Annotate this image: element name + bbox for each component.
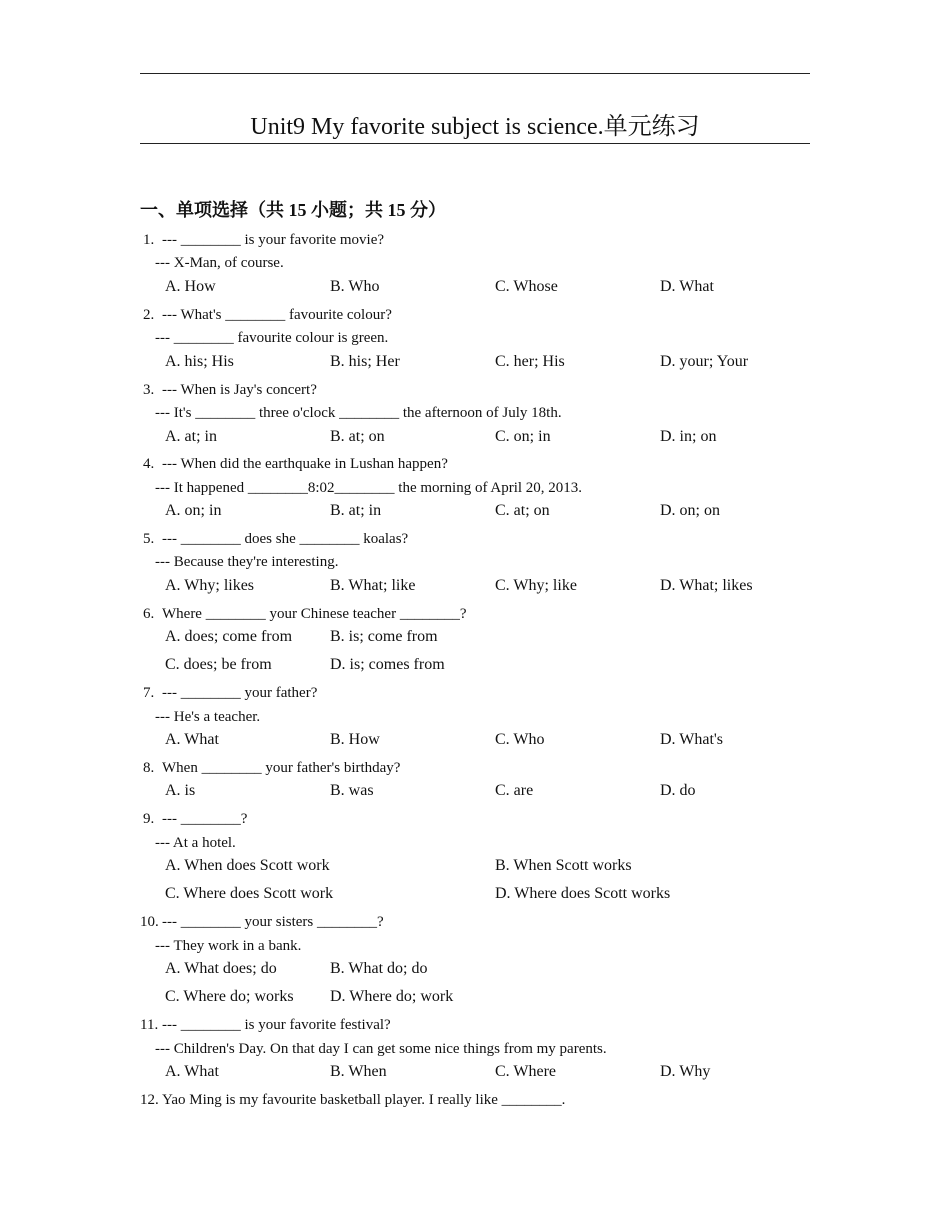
question-line: --- They work in a bank.: [155, 938, 302, 954]
question-number: 12.: [140, 1092, 159, 1108]
option-c[interactable]: C. Where: [495, 1063, 557, 1080]
option-b[interactable]: B. was: [330, 782, 374, 799]
option-b[interactable]: B. What; like: [330, 577, 416, 594]
question-line: --- ________ is your favorite festival?: [162, 1017, 391, 1033]
question-number: 2.: [143, 307, 155, 323]
question-line: --- ________ your sisters ________?: [162, 914, 384, 930]
option-b[interactable]: B. his; Her: [330, 353, 400, 370]
option-c[interactable]: C. Who: [495, 731, 545, 748]
option-b[interactable]: B. Who: [330, 278, 380, 295]
option-d[interactable]: D. What: [660, 278, 714, 295]
question-line: --- Children's Day. On that day I can get some nice things from my parents.: [155, 1041, 607, 1057]
question-number: 1.: [143, 232, 155, 248]
question-line: Yao Ming is my favourite basketball player. I really like ________.: [162, 1092, 566, 1108]
option-a[interactable]: A. is: [165, 782, 196, 799]
option-c[interactable]: C. Why; like: [495, 577, 577, 594]
option-b[interactable]: B. at; in: [330, 502, 382, 519]
question-line: Where ________ your Chinese teacher ________?: [162, 606, 467, 622]
question-line: --- At a hotel.: [155, 835, 236, 851]
question-number: 7.: [143, 685, 155, 701]
question-line: --- When is Jay's concert?: [162, 382, 317, 398]
option-c[interactable]: C. on; in: [495, 428, 551, 445]
option-a[interactable]: A. How: [165, 278, 216, 295]
question-line: --- It's ________ three o'clock ________ the afternoon of July 18th.: [155, 405, 562, 421]
option-b[interactable]: B. What do; do: [330, 960, 428, 977]
option-c[interactable]: C. her; His: [495, 353, 565, 370]
question-number: 6.: [143, 606, 155, 622]
option-c[interactable]: C. Where does Scott work: [165, 885, 334, 902]
question-number: 5.: [143, 531, 155, 547]
question-line: When ________ your father's birthday?: [162, 760, 401, 776]
option-d[interactable]: D. your; Your: [660, 353, 749, 370]
option-c[interactable]: C. does; be from: [165, 656, 272, 673]
option-d[interactable]: D. on; on: [660, 502, 720, 519]
option-d[interactable]: D. Where does Scott works: [495, 885, 671, 902]
question-line: --- ________ is your favorite movie?: [162, 232, 385, 248]
header-rule: [140, 73, 810, 74]
question-line: --- X-Man, of course.: [155, 255, 284, 271]
question-line: --- He's a teacher.: [155, 709, 261, 725]
option-a[interactable]: A. at; in: [165, 428, 217, 445]
option-b[interactable]: B. When Scott works: [495, 857, 632, 874]
option-d[interactable]: D. Where do; work: [330, 988, 454, 1005]
question-line: --- When did the earthquake in Lushan happen?: [162, 456, 448, 472]
question-line: --- ________ your father?: [162, 685, 318, 701]
option-d[interactable]: D. do: [660, 782, 696, 799]
question-number: 3.: [143, 382, 155, 398]
option-d[interactable]: D. What's: [660, 731, 724, 748]
question-number: 10.: [140, 914, 159, 930]
option-c[interactable]: C. Whose: [495, 278, 558, 295]
question-line: --- ________?: [162, 811, 248, 827]
section-heading: 一、单项选择（共 15 小题；共 15 分）: [140, 200, 446, 220]
question-line: --- It happened ________8:02________ the morning of April 20, 2013.: [155, 480, 583, 496]
option-b[interactable]: B. at; on: [330, 428, 385, 445]
option-c[interactable]: C. Where do; works: [165, 988, 294, 1005]
option-c[interactable]: C. at; on: [495, 502, 550, 519]
option-a[interactable]: A. When does Scott work: [165, 857, 330, 874]
option-b[interactable]: B. is; come from: [330, 628, 438, 645]
option-a[interactable]: A. What: [165, 731, 219, 748]
question-number: 4.: [143, 456, 155, 472]
option-d[interactable]: D. What; likes: [660, 577, 753, 594]
question-line: --- ________ does she ________ koalas?: [162, 531, 409, 547]
question-line: --- What's ________ favourite colour?: [162, 307, 392, 323]
option-c[interactable]: C. are: [495, 782, 534, 799]
option-d[interactable]: D. is; comes from: [330, 656, 445, 673]
option-a[interactable]: A. What: [165, 1063, 219, 1080]
option-b[interactable]: B. When: [330, 1063, 387, 1080]
title-underline: [140, 143, 810, 144]
option-a[interactable]: A. What does; do: [165, 960, 277, 977]
question-number: 8.: [143, 760, 155, 776]
question-line: --- ________ favourite colour is green.: [155, 330, 389, 346]
page-title: Unit9 My favorite subject is science.单元练习: [250, 114, 700, 140]
option-b[interactable]: B. How: [330, 731, 380, 748]
question-number: 11.: [140, 1017, 159, 1033]
option-a[interactable]: A. on; in: [165, 502, 222, 519]
option-d[interactable]: D. Why: [660, 1063, 711, 1080]
question-line: --- Because they're interesting.: [155, 554, 339, 570]
option-a[interactable]: A. his; His: [165, 353, 234, 370]
option-a[interactable]: A. does; come from: [165, 628, 293, 645]
option-a[interactable]: A. Why; likes: [165, 577, 255, 594]
question-number: 9.: [143, 811, 155, 827]
option-d[interactable]: D. in; on: [660, 428, 717, 445]
